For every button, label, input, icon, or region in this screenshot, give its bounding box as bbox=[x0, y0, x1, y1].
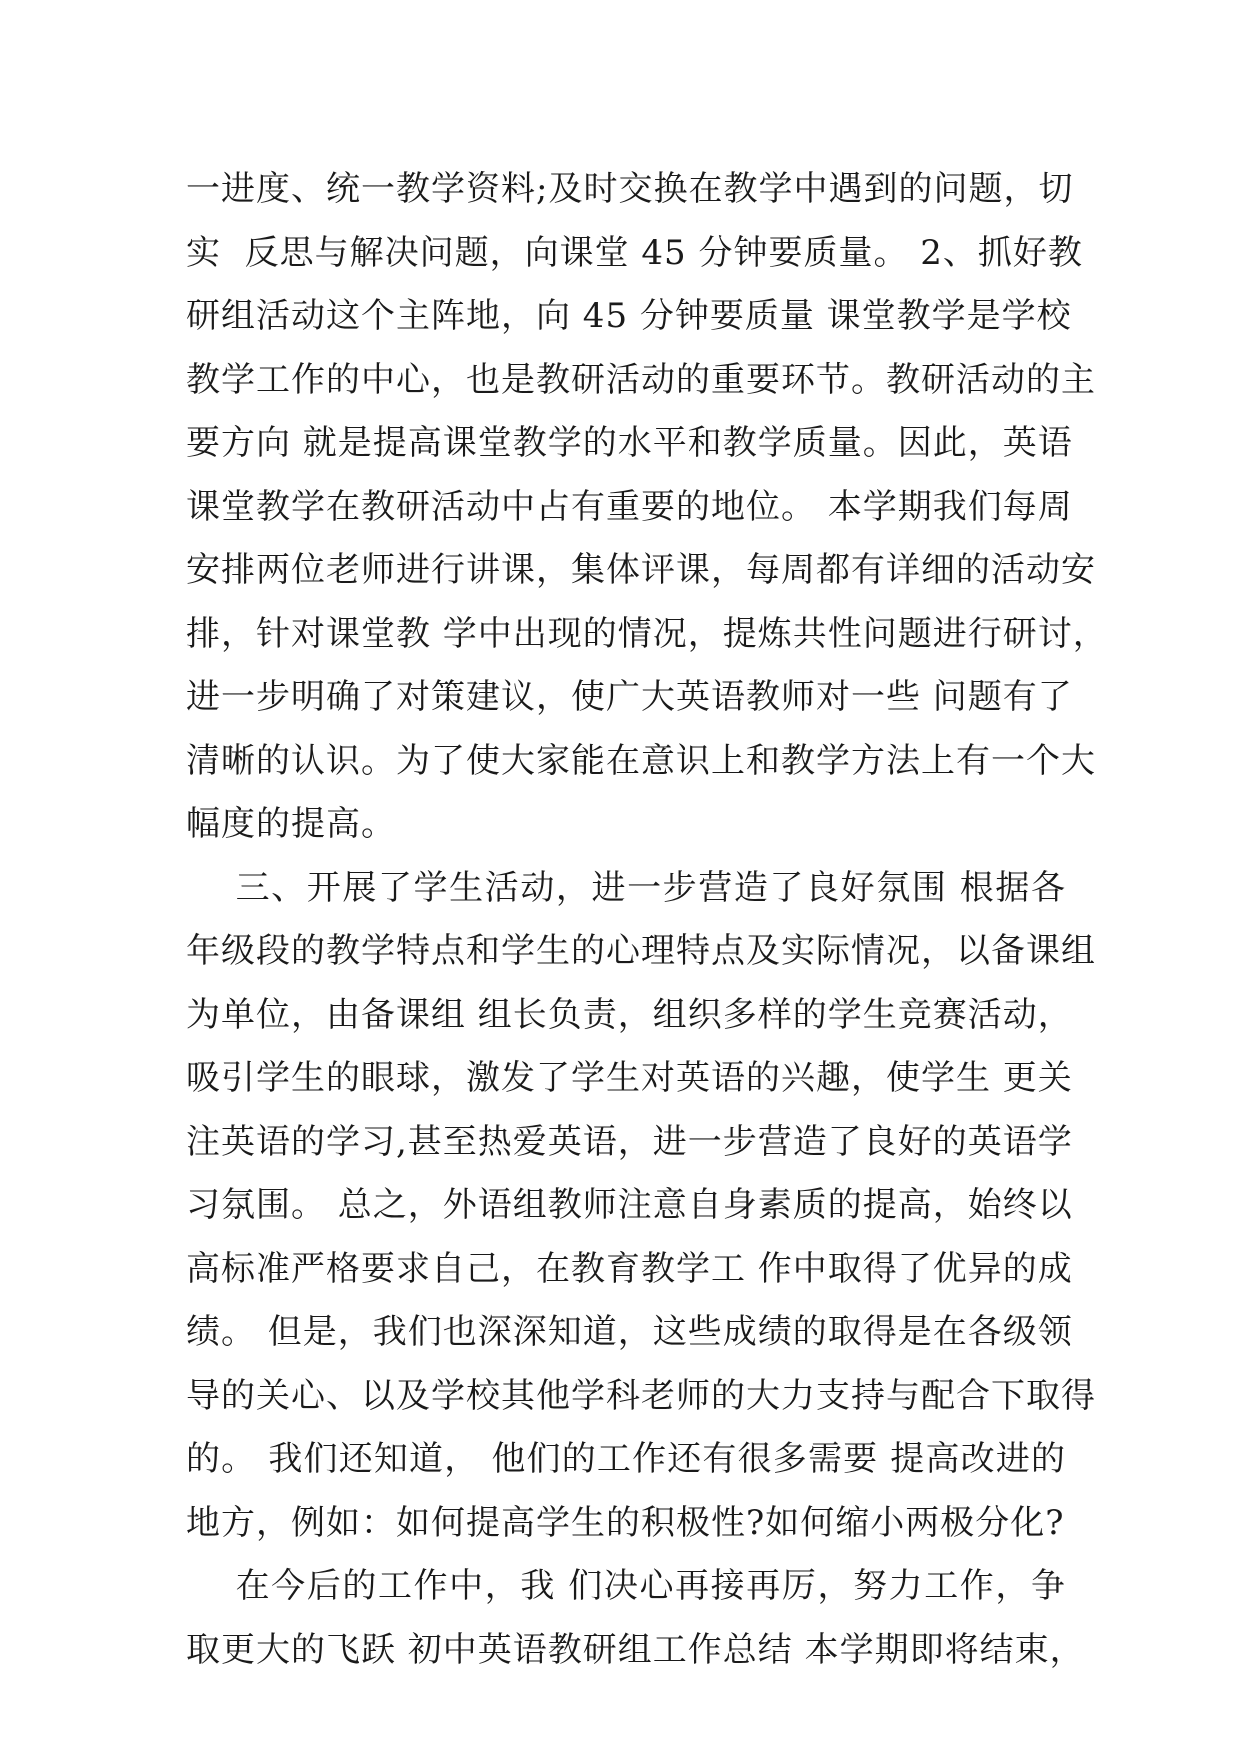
text-line: 的。 我们还知道， 他们的工作还有很多需要 提高改进的 bbox=[186, 1439, 1066, 1479]
text-line: 安排两位老师进行讲课，集体评课，每周都有详细的活动安 bbox=[186, 550, 1096, 590]
text-line: 一进度、统一教学资料;及时交换在教学中遇到的问题，切 bbox=[186, 169, 1074, 209]
text-line: 课堂教学在教研活动中占有重要的地位。 本学期我们每周 bbox=[186, 486, 1073, 527]
text-line: 习氛围。 总之，外语组教师注意自身素质的提高，始终以 bbox=[186, 1185, 1073, 1225]
text-line: 地方，例如：如何提高学生的积极性?如何缩小两极分化? bbox=[186, 1502, 1065, 1543]
text-line: 取更大的飞跃 初中英语教研组工作总结 本学期即将结束， bbox=[186, 1629, 1085, 1670]
text-line: 在今后的工作中，我 们决心再接再厉，努力工作，争 bbox=[186, 1566, 1066, 1606]
text-line: 三、开展了学生活动，进一步营造了良好氛围 根据各 bbox=[186, 867, 1066, 908]
text-line: 高标准严格要求自己，在教育教学工 作中取得了优异的成 bbox=[186, 1248, 1073, 1289]
document-body bbox=[186, 158, 1108, 1682]
text-line: 实 反思与解决问题，向课堂 45 分钟要质量。 2、抓好教 bbox=[186, 232, 1083, 273]
text-line: 进一步明确了对策建议，使广大英语教师对一些 问题有了 bbox=[186, 677, 1073, 717]
text-line: 注英语的学习,甚至热爱英语，进一步营造了良好的英语学 bbox=[186, 1121, 1073, 1162]
text-line: 教学工作的中心，也是教研活动的重要环节。教研活动的主 bbox=[186, 359, 1096, 400]
text-line: 研组活动这个主阵地，向 45 分钟要质量 课堂教学是学校 bbox=[186, 296, 1072, 336]
text-line: 为单位，由备课组 组长负责，组织多样的学生竞赛活动， bbox=[186, 994, 1073, 1035]
text-line: 幅度的提高。 bbox=[186, 804, 396, 844]
text-line: 清晰的认识。为了使大家能在意识上和教学方法上有一个大 bbox=[186, 740, 1096, 781]
text-line: 要方向 就是提高课堂教学的水平和教学质量。因此，英语 bbox=[186, 423, 1073, 463]
text-line: 年级段的教学特点和学生的心理特点及实际情况，以备课组 bbox=[186, 931, 1096, 971]
text-line: 绩。 但是，我们也深深知道，这些成绩的取得是在各级领 bbox=[186, 1312, 1073, 1352]
text-line: 吸引学生的眼球，激发了学生对英语的兴趣，使学生 更关 bbox=[186, 1058, 1073, 1098]
text-line: 排，针对课堂教 学中出现的情况，提炼共性问题进行研讨， bbox=[186, 613, 1108, 654]
text-line: 导的关心、以及学校其他学科老师的大力支持与配合下取得 bbox=[186, 1375, 1096, 1416]
